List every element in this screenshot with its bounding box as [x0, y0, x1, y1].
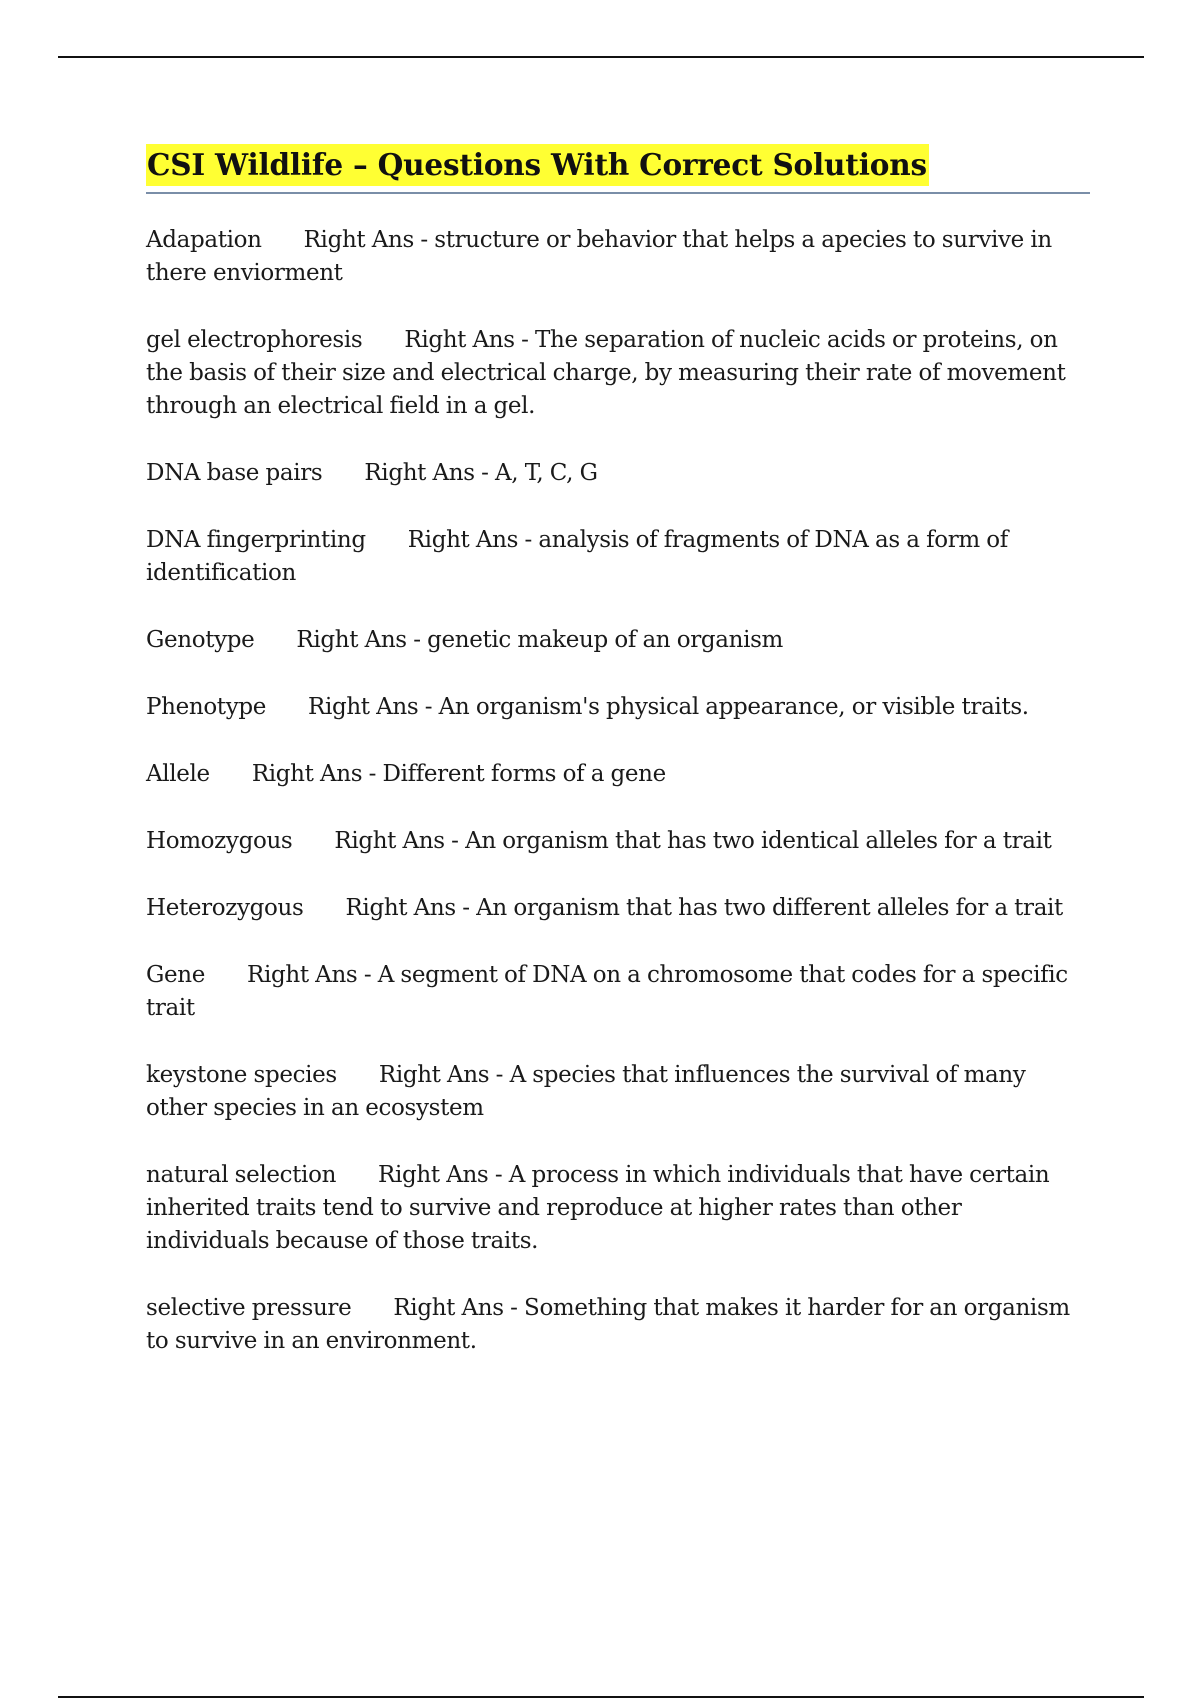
- entry-answer: A process in which individuals that have certain inherited traits tend to survive and reproduce at higher rates than other individuals because of those traits.: [146, 1162, 1050, 1254]
- entry-answer: The separation of nucleic acids or proteins, on the basis of their size and electrical charge, by measuring their rate of movement through an electrical field in a gel.: [146, 327, 1066, 419]
- entry-answer-prefix: Right Ans: [378, 1062, 490, 1088]
- entry-answer-prefix: Right Ans: [378, 1162, 489, 1188]
- entry-answer: A segment of DNA on a chromosome that codes for a specific trait: [146, 962, 1068, 1021]
- qa-entry: Heterozygous Right Ans - An organism that has two different alleles for a trait: [146, 895, 1063, 921]
- entry-answer-prefix: Right Ans: [345, 895, 456, 921]
- entry-term: Gene: [146, 962, 206, 988]
- entry-answer: An organism's physical appearance, or visible traits.: [438, 694, 1029, 720]
- entry-term: gel electrophoresis: [146, 327, 363, 353]
- entry-term: Phenotype: [146, 694, 266, 720]
- entry-answer: A species that influences the survival of many other species in an ecosystem: [146, 1062, 1026, 1121]
- entry-answer: An organism that has two different alleles for a trait: [476, 895, 1063, 921]
- qa-entry: DNA base pairs Right Ans - A, T, C, G: [146, 460, 598, 486]
- entry-term: Allele: [146, 761, 210, 787]
- entry-answer-prefix: Right Ans: [307, 694, 419, 720]
- qa-entry: Gene Right Ans - A segment of DNA on a chromosome that codes for a specific trait: [146, 962, 1068, 1021]
- entry-answer: structure or behavior that helps a apecies to survive in there enviorment: [146, 227, 1052, 286]
- entry-answer-prefix: Right Ans: [247, 962, 358, 988]
- top-rule: [58, 56, 1144, 58]
- qa-entry: Homozygous Right Ans - An organism that has two identical alleles for a trait: [146, 828, 1052, 854]
- entry-answer-prefix: Right Ans: [364, 460, 475, 486]
- document-title: CSI Wildlife – Questions With Correct Solutions: [146, 144, 929, 186]
- qa-entry: gel electrophoresis Right Ans - The separation of nucleic acids or proteins, on the basis of their size and electrical charge, by measuring their rate of movement through an electrical field in a gel.: [146, 327, 1066, 419]
- entry-answer: genetic makeup of an organism: [427, 627, 783, 653]
- entry-term: Genotype: [146, 627, 255, 653]
- entry-answer-prefix: Right Ans: [296, 627, 407, 653]
- entry-term: natural selection: [146, 1162, 337, 1188]
- entry-answer-prefix: Right Ans: [334, 828, 445, 854]
- qa-entry: Allele Right Ans - Different forms of a gene: [146, 761, 666, 787]
- entry-answer: An organism that has two identical alleles for a trait: [465, 828, 1052, 854]
- title-block: [146, 144, 1090, 194]
- entry-term: Adapation: [146, 227, 262, 253]
- entry-answer-prefix: Right Ans: [303, 227, 414, 253]
- entry-term: selective pressure: [146, 1295, 352, 1321]
- qa-entry: Phenotype Right Ans - An organism's physical appearance, or visible traits.: [146, 694, 1029, 720]
- entry-term: Heterozygous: [146, 895, 304, 921]
- entry-term: DNA fingerprinting: [146, 527, 366, 553]
- entry-answer: analysis of fragments of DNA as a form of identification: [146, 527, 1008, 586]
- entry-answer-prefix: Right Ans: [407, 527, 519, 553]
- qa-entry: natural selection Right Ans - A process in which individuals that have certain inherited traits tend to survive and reproduce at higher rates than other individuals because of those traits.: [146, 1162, 1050, 1254]
- qa-list: [146, 224, 1090, 1358]
- bottom-rule: [58, 1696, 1144, 1698]
- qa-entry: Adapation Right Ans - structure or behavior that helps a apecies to survive in there enviorment: [146, 227, 1052, 286]
- entry-answer: Different forms of a gene: [382, 761, 666, 787]
- entry-term: Homozygous: [146, 828, 293, 854]
- qa-entry: keystone species Right Ans - A species that influences the survival of many other species in an ecosystem: [146, 1062, 1026, 1121]
- entry-answer: Something that makes it harder for an organism to survive in an environment.: [146, 1295, 1070, 1354]
- entry-answer-prefix: Right Ans: [393, 1295, 504, 1321]
- entry-answer-prefix: Right Ans: [404, 327, 515, 353]
- document-page: [146, 144, 1090, 1392]
- qa-entry: Genotype Right Ans - genetic makeup of an organism: [146, 627, 783, 653]
- qa-entry: DNA fingerprinting Right Ans - analysis of fragments of DNA as a form of identification: [146, 527, 1008, 586]
- entry-term: keystone species: [146, 1062, 337, 1088]
- qa-entry: selective pressure Right Ans - Something that makes it harder for an organism to survive in an environment.: [146, 1295, 1070, 1354]
- entry-answer: A, T, C, G: [495, 460, 598, 486]
- entry-answer-prefix: Right Ans: [251, 761, 363, 787]
- entry-term: DNA base pairs: [146, 460, 323, 486]
